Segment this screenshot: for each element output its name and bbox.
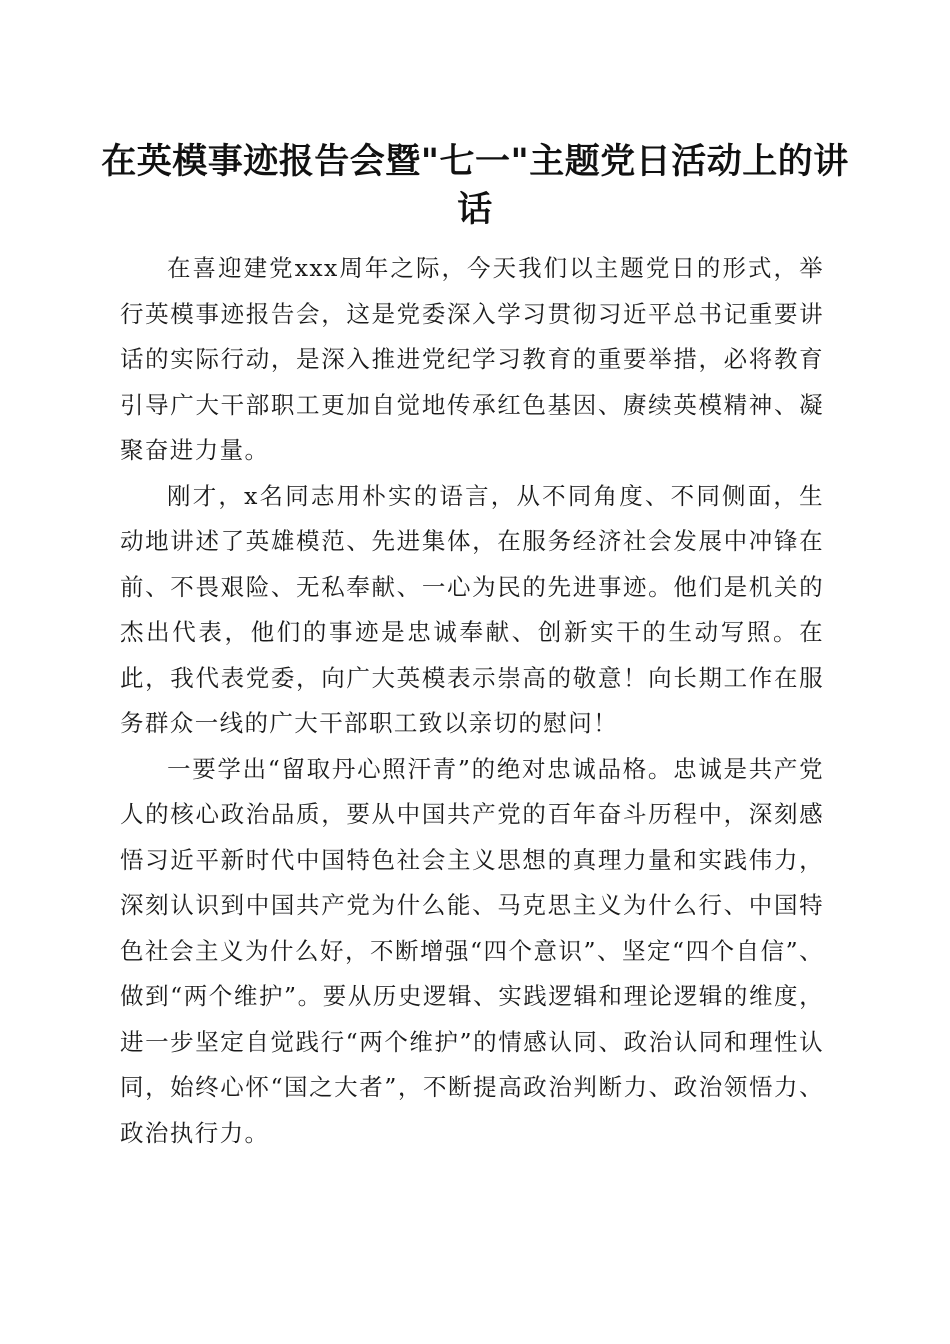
- paragraph-intro: 在喜迎建党xxx周年之际，今天我们以主题党日的形式，举行英模事迹报告会，这是党委深入学习贯彻习近平总书记重要讲话的实际行动，是深入推进党纪学习教育的重要举措，必将教育引导广大干部职工更加自觉地传承红色基因、赓续英模精神、凝聚奋进力量。: [120, 254, 824, 464]
- paragraph-loyalty: 一要学出“留取丹心照汗青”的绝对忠诚品格。忠诚是共产党人的核心政治品质，要从中国共产党的百年奋斗历程中，深刻感悟习近平新时代中国特色社会主义思想的真理力量和实践伟力，深刻认识到中国共产党为什么能、马克思主义为什么行、中国特色社会主义为什么好，不断增强“四个意识”、坚定“四个自信”、做到“两个维护”。要从历史逻辑、实践逻辑和理论逻辑的维度，进一步坚定自觉践行“两个维护”的情感认同、政治认同和理性认同，始终心怀“国之大者”，不断提高政治判断力、政治领悟力、政治执行力。: [120, 754, 824, 1147]
- paragraph-reports: 刚才，x名同志用朴实的语言，从不同角度、不同侧面，生动地讲述了英雄模范、先进集体，在服务经济社会发展中冲锋在前、不畏艰险、无私奉献、一心为民的先进事迹。他们是机关的杰出代表，他们的事迹是忠诚奉献、创新实干的生动写照。在此，我代表党委，向广大英模表示崇高的敬意！向长期工作在服务群众一线的广大干部职工致以亲切的慰问！: [120, 481, 824, 737]
- document-body: [120, 246, 824, 1156]
- document-title: 在英模事迹报告会暨"七一"主题党日活动上的讲话: [101, 141, 849, 230]
